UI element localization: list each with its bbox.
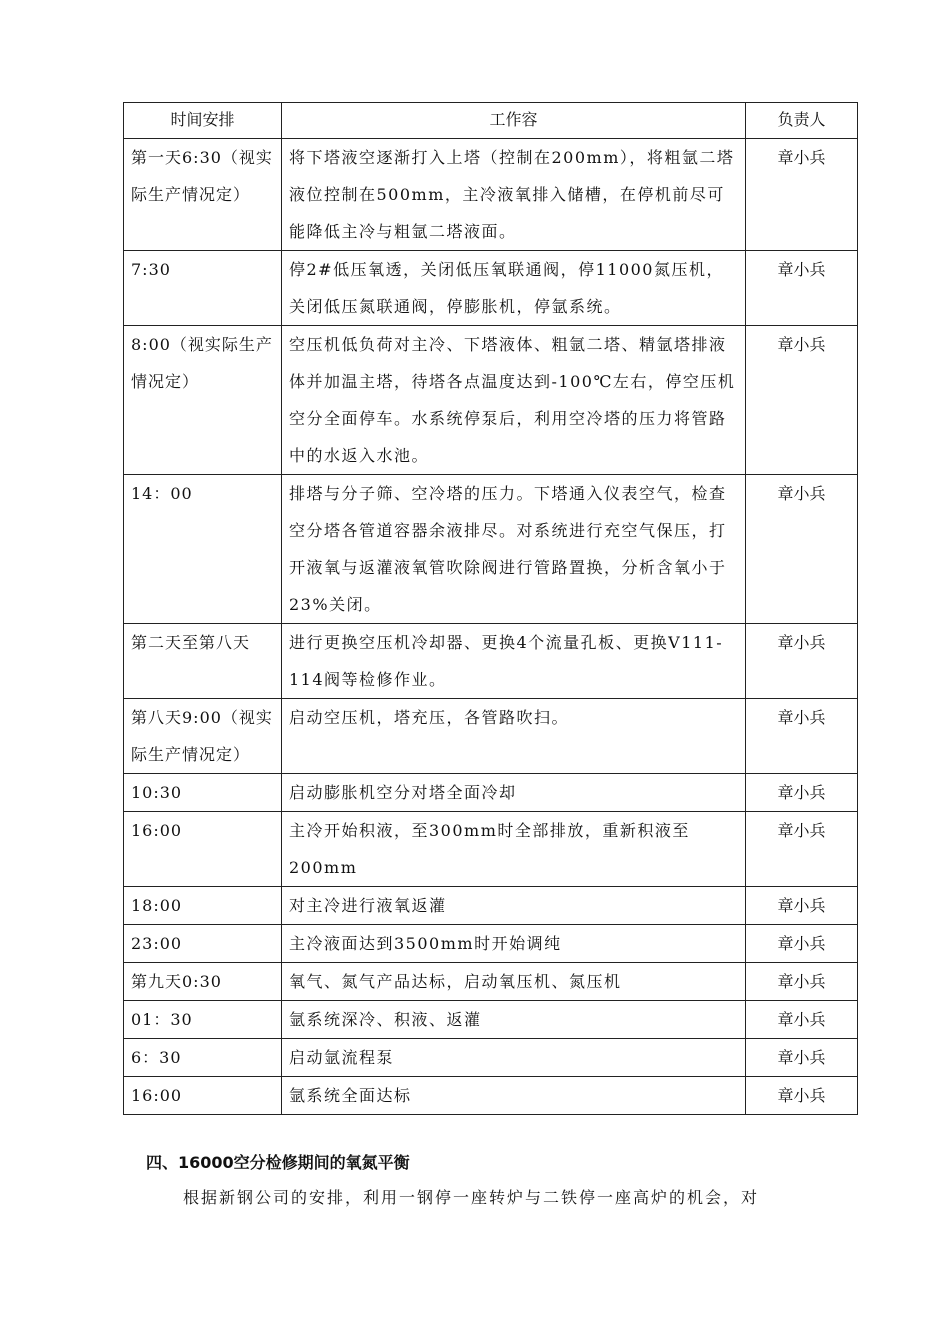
- row-time: 7:30: [124, 251, 282, 326]
- row-time: 第八天9:00（视实际生产情况定）: [124, 699, 282, 774]
- table-row: [124, 1001, 858, 1039]
- section-heading: 四、16000空分检修期间的氧氮平衡: [146, 1153, 410, 1172]
- maintenance-schedule-table: [123, 102, 858, 1115]
- row-time: 6：30: [124, 1039, 282, 1077]
- table-row: [124, 812, 858, 887]
- table-row: [124, 774, 858, 812]
- table-row: [124, 624, 858, 699]
- row-person: 章小兵: [746, 475, 858, 624]
- row-person: 章小兵: [746, 699, 858, 774]
- row-time: 01：30: [124, 1001, 282, 1039]
- row-person: 章小兵: [746, 963, 858, 1001]
- header-person: 负责人: [746, 103, 858, 139]
- row-content: 排塔与分子筛、空冷塔的压力。下塔通入仪表空气，检查空分塔各管道容器余液排尽。对系统进行充空气保压，打开液氧与返灌液氧管吹除阀进行管路置换，分析含氧小于23%关闭。: [282, 475, 746, 624]
- table-row: [124, 326, 858, 475]
- row-person: 章小兵: [746, 774, 858, 812]
- table-row: [124, 475, 858, 624]
- row-content: 进行更换空压机冷却器、更换4个流量孔板、更换V111-114阀等检修作业。: [282, 624, 746, 699]
- row-time: 16:00: [124, 1077, 282, 1115]
- row-content: 主冷液面达到3500mm时开始调纯: [282, 925, 746, 963]
- header-time: 时间安排: [124, 103, 282, 139]
- table-row: [124, 963, 858, 1001]
- row-content: 空压机低负荷对主冷、下塔液体、粗氩二塔、精氩塔排液体并加温主塔，待塔各点温度达到-100℃左右，停空压机空分全面停车。水系统停泵后，利用空冷塔的压力将管路中的水返入水池。: [282, 326, 746, 475]
- table-row: [124, 251, 858, 326]
- table-row: [124, 1039, 858, 1077]
- row-content: 停2#低压氧透，关闭低压氧联通阀，停11000氮压机，关闭低压氮联通阀，停膨胀机，停氩系统。: [282, 251, 746, 326]
- row-time: 第九天0:30: [124, 963, 282, 1001]
- row-time: 14：00: [124, 475, 282, 624]
- row-person: 章小兵: [746, 326, 858, 475]
- row-content: 启动空压机，塔充压，各管路吹扫。: [282, 699, 746, 774]
- header-content: 工作容: [282, 103, 746, 139]
- row-time: 8:00（视实际生产情况定）: [124, 326, 282, 475]
- row-content: 氩系统深冷、积液、返灌: [282, 1001, 746, 1039]
- row-person: 章小兵: [746, 624, 858, 699]
- table-row: [124, 887, 858, 925]
- row-person: 章小兵: [746, 251, 858, 326]
- row-content: 氧气、氮气产品达标，启动氧压机、氮压机: [282, 963, 746, 1001]
- row-person: 章小兵: [746, 139, 858, 251]
- row-content: 对主冷进行液氧返灌: [282, 887, 746, 925]
- row-person: 章小兵: [746, 1077, 858, 1115]
- row-time: 第二天至第八天: [124, 624, 282, 699]
- row-person: 章小兵: [746, 887, 858, 925]
- body-paragraph: 根据新钢公司的安排，利用一钢停一座转炉与二铁停一座高炉的机会，对: [183, 1188, 760, 1207]
- row-time: 第一天6:30（视实际生产情况定）: [124, 139, 282, 251]
- table-row: [124, 139, 858, 251]
- row-person: 章小兵: [746, 1039, 858, 1077]
- row-time: 10:30: [124, 774, 282, 812]
- table-row: [124, 699, 858, 774]
- row-content: 启动膨胀机空分对塔全面冷却: [282, 774, 746, 812]
- row-person: 章小兵: [746, 925, 858, 963]
- table-header-row: [124, 103, 858, 139]
- row-time: 18:00: [124, 887, 282, 925]
- row-content: 启动氩流程泵: [282, 1039, 746, 1077]
- row-person: 章小兵: [746, 1001, 858, 1039]
- row-content: 将下塔液空逐渐打入上塔（控制在200mm），将粗氩二塔液位控制在500mm，主冷液氧排入储槽，在停机前尽可能降低主冷与粗氩二塔液面。: [282, 139, 746, 251]
- row-time: 16:00: [124, 812, 282, 887]
- table-row: [124, 925, 858, 963]
- row-time: 23:00: [124, 925, 282, 963]
- table-row: [124, 1077, 858, 1115]
- row-content: 氩系统全面达标: [282, 1077, 746, 1115]
- row-person: 章小兵: [746, 812, 858, 887]
- row-content: 主冷开始积液，至300mm时全部排放，重新积液至200mm: [282, 812, 746, 887]
